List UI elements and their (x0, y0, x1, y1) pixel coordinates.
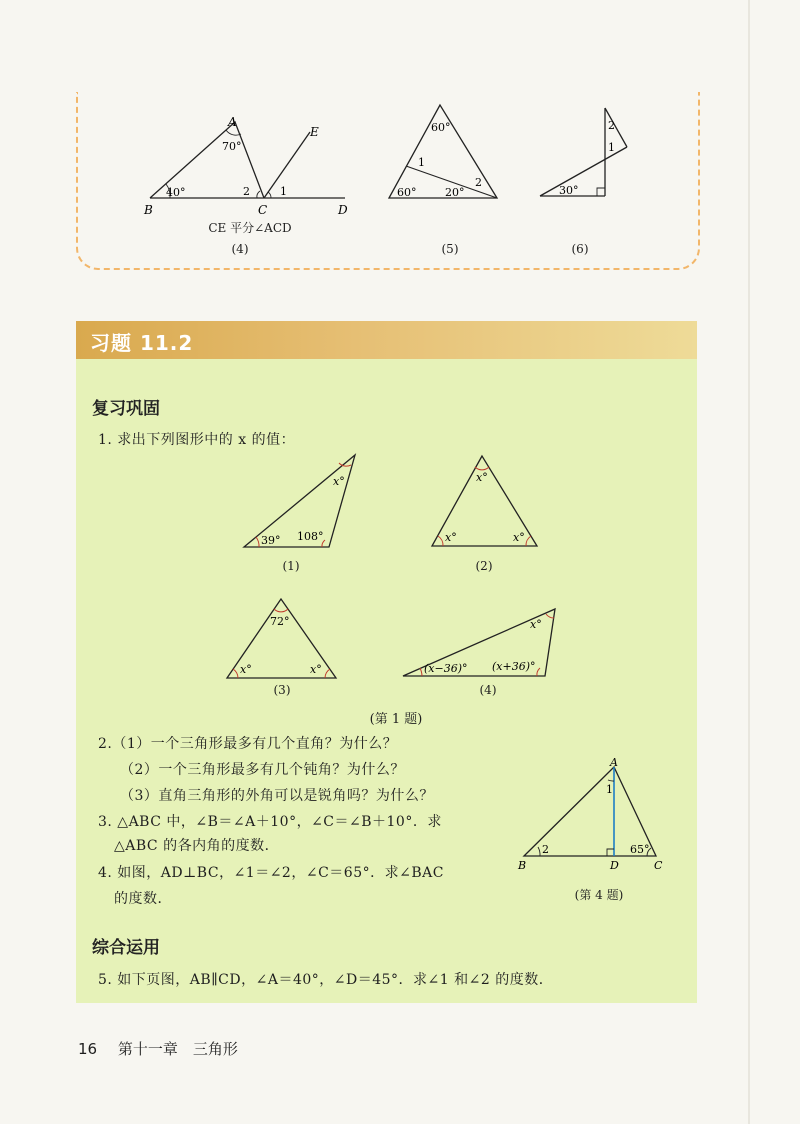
page-footer (78, 1038, 238, 1059)
question-1-figure-caption: (第 1 题) (369, 712, 423, 727)
angle-left-label: x° (240, 663, 252, 676)
angle-x-label: x° (333, 475, 345, 488)
figure-5 (385, 100, 505, 205)
figure-6 (535, 103, 635, 203)
angle-left-label: 60° (397, 186, 417, 199)
angle-top-label: x° (476, 471, 488, 484)
question-4-line-2: 的度数． (114, 891, 172, 907)
question-2-2: （2）一个三角形最多有几个钝角？为什么？ (120, 762, 405, 778)
page-number: 16 (78, 1040, 98, 1058)
angle-right-label: x° (310, 663, 322, 676)
ray-ce (264, 132, 310, 198)
angle-left-label: x° (445, 531, 457, 544)
angle-mid-label: 20° (445, 186, 465, 199)
angle-top-label: x° (530, 618, 542, 631)
label-d: D (610, 859, 619, 872)
angle-2-label: 2 (542, 843, 549, 856)
label-b: B (518, 859, 527, 872)
figure-5-caption: (5) (441, 242, 459, 256)
angle-1-label: 1 (606, 783, 613, 796)
question-5: 5. 如下页图，AB∥CD，∠A＝40°，∠D＝45°．求∠1 和∠2 的度数． (98, 972, 554, 988)
angle-72-label: 72° (270, 615, 290, 628)
question-2-1: 2.（1）一个三角形最多有几个直角？为什么？ (98, 736, 398, 752)
angle-1-label: 1 (608, 141, 615, 154)
q1-figure-3 (224, 593, 339, 683)
angle-65-label: 65° (630, 843, 650, 856)
q1-caption-3: (3) (273, 683, 291, 697)
q1-caption-1: (1) (282, 559, 300, 573)
question-2-3: （3）直角三角形的外角可以是锐角吗？为什么？ (120, 788, 434, 804)
chapter-title: 第十一章 三角形 (117, 1040, 238, 1058)
angle-30-label: 30° (559, 184, 579, 197)
angle-108-label: 108° (297, 530, 324, 543)
section-review: 复习巩固 (92, 399, 160, 419)
question-3-line-1: 3. △ABC 中，∠B＝∠A＋10°，∠C＝∠B＋10°．求 (98, 814, 442, 830)
angle-2-label: 2 (608, 119, 615, 132)
label-c: C (654, 859, 663, 872)
q1-figure-4 (400, 606, 560, 681)
label-e: E (310, 125, 319, 139)
angle-left-label: (x−36)° (424, 662, 468, 675)
question-1: 1. 求出下列图形中的 x 的值： (98, 432, 296, 448)
page-edge-line (748, 0, 750, 1124)
exercise-header (76, 321, 697, 359)
figure-4 (140, 100, 360, 230)
label-a: A (228, 115, 237, 129)
q1-caption-2: (2) (475, 559, 493, 573)
angle-top-label: 60° (431, 121, 451, 134)
angle-1-label: 1 (280, 185, 287, 198)
section-comprehensive: 综合运用 (92, 938, 160, 958)
q1-figure-2 (429, 451, 544, 551)
figure-6-caption: (6) (571, 242, 589, 256)
exercise-title: 习题 11.2 (90, 331, 194, 355)
exercise-box (76, 321, 697, 1003)
angle-a-label: 70° (222, 140, 242, 153)
label-a: A (610, 756, 618, 769)
label-c: C (258, 203, 268, 217)
q1-caption-4: (4) (479, 683, 497, 697)
angle-1-label: 1 (418, 156, 425, 169)
question-4-line-1: 4. 如图，AD⊥BC，∠1＝∠2，∠C＝65°．求∠BAC (98, 865, 444, 881)
angle-right-label: x° (513, 531, 525, 544)
angle-right-label: (x+36)° (492, 660, 536, 673)
question-3-line-2: △ABC 的各内角的度数． (114, 838, 280, 854)
question-4-caption: (第 4 题) (574, 888, 624, 902)
label-b: B (144, 203, 153, 217)
q1-figure-1 (241, 451, 361, 551)
angle-2-label: 2 (475, 176, 482, 189)
label-d: D (338, 203, 348, 217)
angle-b-label: 40° (166, 186, 186, 199)
angle-39-label: 39° (261, 534, 281, 547)
angle-2-label: 2 (243, 185, 250, 198)
figure-4-note: CE 平分∠ACD (208, 221, 292, 235)
question-4-figure (516, 756, 676, 872)
figure-4-caption: (4) (231, 242, 249, 256)
